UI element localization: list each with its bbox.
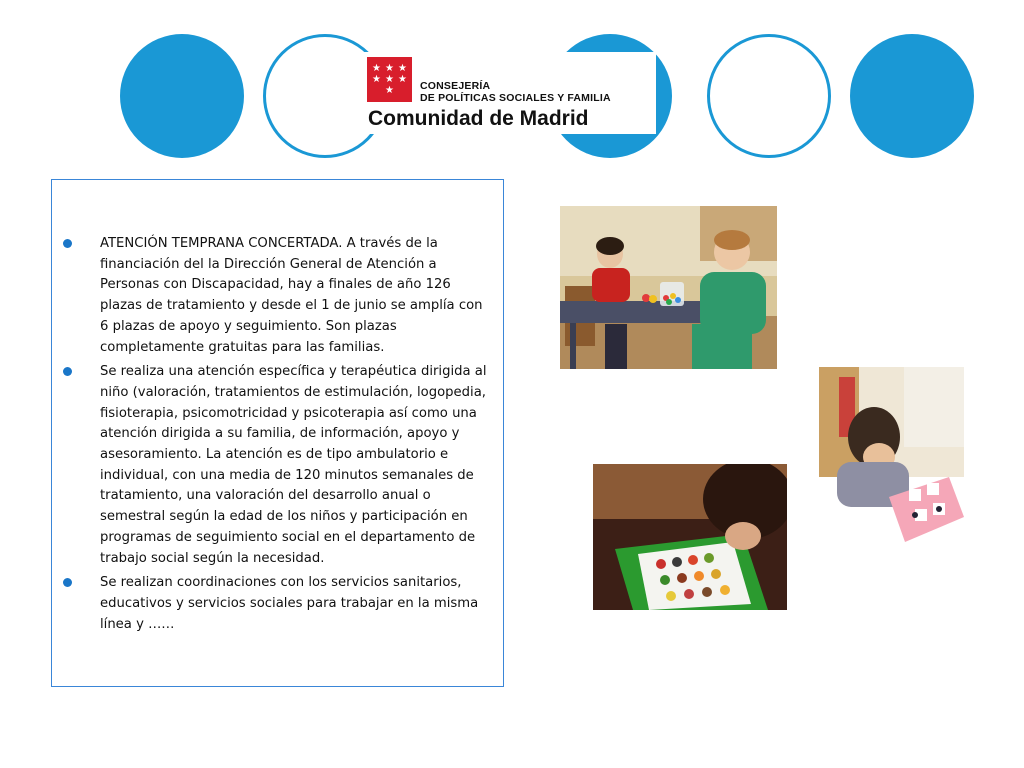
bullet-dot-icon (63, 239, 72, 248)
photo-children-at-table (560, 206, 777, 369)
content-textbox (51, 179, 504, 687)
bullet-item (52, 234, 503, 358)
decor-circle-5 (850, 34, 974, 158)
comunidad-madrid-logo (362, 52, 656, 134)
madrid-flag-icon: ★ ★ ★ ★ ★ ★ ★ (367, 57, 412, 102)
photo-child-picture-board (593, 464, 787, 610)
bullet-text: ATENCIÓN TEMPRANA CONCERTADA. A través de la financiación del la Dirección General de Atención a Personas con Discapacidad, hay a finales de año 126 plazas de tratamiento y desde el 1 de junio se amplía con 6 plazas de apoyo y seguimiento. Son plazas completamente gratuitas para las familias. (100, 236, 483, 355)
bullet-text: Se realiza una atención específica y terapéutica dirigida al niño (valoración, tratamientos de estimulación, logopedia, fisioterapia, psicomotricidad y psicoterapia así como una atención dirigida a su familia, de información, apoyo y asesoramiento. La atención es de tipo ambulatorio e individual, con una media de 120 minutos semanales de tratamiento, una valoración del desarrollo anual o semestral según la edad de los niños y participación en programas de seguimiento social en el departamento de trabajo social según la necesidad. (100, 364, 487, 566)
bullet-list (52, 234, 503, 639)
bullet-dot-icon (63, 367, 72, 376)
bullet-item (52, 362, 503, 569)
bullet-dot-icon (63, 578, 72, 587)
bullet-text: Se realizan coordinaciones con los servicios sanitarios, educativos y servicios sociales para trabajar en la misma línea y …… (100, 575, 479, 632)
logo-main-text: Comunidad de Madrid (368, 107, 589, 130)
logo-consejeria: CONSEJERÍA (420, 80, 491, 92)
logo-department: DE POLÍTICAS SOCIALES Y FAMILIA (420, 92, 611, 104)
bullet-item (52, 573, 503, 635)
decor-circle-4 (707, 34, 831, 158)
decor-circle-1 (120, 34, 244, 158)
photo-child-pink-board (819, 367, 964, 561)
